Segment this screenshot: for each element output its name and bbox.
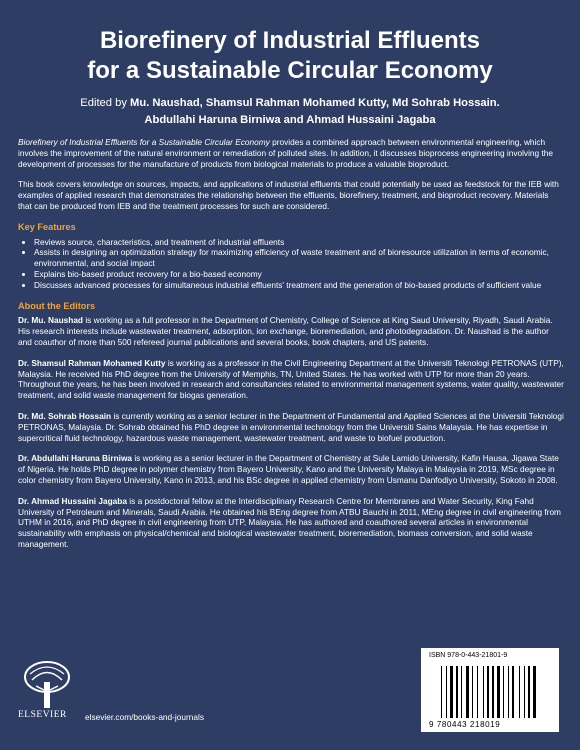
barcode-bar bbox=[472, 666, 473, 718]
publisher-website: elsevier.com/books-and-journals bbox=[85, 712, 204, 722]
key-feature-item: • Explains bio-based product recovery for a bio-based economy bbox=[34, 269, 564, 280]
isbn-barcode bbox=[421, 648, 559, 732]
key-feature-item: • Assists in designing an optimization strategy for maximizing efficiency of waste treatment and of bioresource utilization in terms of economic, environmental, and social impact bbox=[34, 247, 564, 269]
editor-bio-text: is working as a professor in the Civil Engineering Department at the Universiti Teknologi PETRONAS (UTP), Malaysia. He received his PhD degree from the University of Memphis, TN, United States. He has worked with UTP for more than 20 years. Throughout the years, he has been involved in research and consultancies related to environmental management systems, water quality, wastewater treatment, and solid waste management for biogas generation. bbox=[18, 357, 564, 401]
editors-names-line-1: Mu. Naushad, Shamsul Rahman Mohamed Kutty, Md Sohrab Hossain. bbox=[130, 97, 500, 109]
editor-bio-birniwa bbox=[18, 453, 564, 485]
barcode-bar bbox=[512, 666, 514, 718]
intro-paragraph-2: This book covers knowledge on sources, impacts, and applications of industrial effluents that could potentially be used as feedstock for the IEB with examples of applied research that demonstrates the relationship between the effluents, biorefinery, treatment, and bioproduct recovery. Materials that can be produced from IEB and the treatment processes for such are considered. bbox=[18, 179, 559, 211]
elsevier-tree-logo bbox=[22, 660, 72, 708]
editor-name: Dr. Abdullahi Haruna Birniwa bbox=[18, 453, 133, 464]
editor-bio-hossain bbox=[18, 411, 564, 443]
barcode-bar bbox=[519, 666, 520, 718]
intro-book-title: Biorefinery of Industrial Effluents for a Sustainable Circular Economy bbox=[18, 137, 270, 147]
barcode-bar bbox=[446, 666, 447, 718]
key-feature-item: • Reviews source, characteristics, and treatment of industrial effluents bbox=[34, 237, 564, 248]
editor-name: Dr. Ahmad Hussaini Jagaba bbox=[18, 495, 127, 506]
barcode-bar bbox=[477, 666, 478, 718]
editor-bio-text: is working as a senior lecturer in the Department of Chemistry at Sule Lamido University, Kafin Hausa, Jigawa State of Nigeria. He holds PhD degree in polymer chemistry from Bayero University, Kano and the University Malaya in Malaysia in 2019, MSc degree in color chemistry from Bayero University, Kano in 2013, and his BSc degree in applied chemistry from Usmanu Danfodiyo University, Sokoto in 2008. bbox=[18, 453, 559, 485]
key-features-list bbox=[18, 237, 564, 291]
editor-name: Dr. Shamsul Rahman Mohamed Kutty bbox=[18, 357, 166, 368]
editors-credit bbox=[40, 95, 540, 129]
back-cover-text bbox=[18, 137, 564, 560]
barcode-bar bbox=[528, 666, 530, 718]
barcode-bar bbox=[508, 666, 509, 718]
barcode-bar bbox=[450, 666, 453, 718]
barcode-bars bbox=[441, 666, 549, 718]
editors-names-line-2: Abdullahi Haruna Birniwa and Ahmad Hussaini Jagaba bbox=[144, 114, 436, 126]
barcode-bar bbox=[456, 666, 458, 718]
editor-bio-text: is currently working as a senior lecturer in the Department of Fundamental and Applied Sciences at the Universiti Teknologi PETRONAS, Malaysia. Dr. Sohrab obtained his PhD degree in environmental technology from the Universiti Sains Malaysia. He has expertise in supercritical fluid technology, hazardous waste management, wastewater treatment, and waste to biofuel production. bbox=[18, 410, 564, 443]
editor-name: Dr. Md. Sohrab Hossain bbox=[18, 410, 112, 421]
intro-paragraph-1 bbox=[18, 137, 564, 169]
barcode-bar bbox=[466, 666, 469, 718]
about-editors-heading: About the Editors bbox=[18, 300, 96, 311]
barcode-bar bbox=[497, 666, 500, 718]
title-line-2: for a Sustainable Circular Economy bbox=[87, 57, 493, 84]
editor-bio-kutty bbox=[18, 358, 564, 401]
editors-prefix: Edited by bbox=[80, 97, 127, 109]
barcode-bar bbox=[483, 666, 484, 718]
key-features-heading: Key Features bbox=[18, 221, 76, 232]
editor-bio-naushad bbox=[18, 315, 564, 347]
editor-bio-jagaba bbox=[18, 496, 564, 550]
editor-bio-text: is working as a full professor in the Department of Chemistry, College of Science at King Saud University, Riyadh, Saudi Arabia. His research interests include wastewater treatment, adsorption, ion exchange, bioremediation, and photodegradation. Dr. Naushad is the author and coauthor of more than 500 refereed journal publications and several books, book chapters, and US patents. bbox=[18, 315, 553, 347]
barcode-bar bbox=[461, 666, 462, 718]
barcode-bar bbox=[533, 666, 536, 718]
book-title bbox=[20, 26, 560, 86]
barcode-bar bbox=[492, 666, 494, 718]
isbn-text: ISBN 978-0-443-21801-9 bbox=[429, 652, 508, 659]
barcode-bar bbox=[503, 666, 504, 718]
title-line-1: Biorefinery of Industrial Effluents bbox=[99, 27, 481, 54]
publisher-name: ELSEVIER bbox=[18, 710, 67, 720]
editor-name: Dr. Mu. Naushad bbox=[18, 315, 84, 326]
barcode-bar bbox=[441, 666, 442, 718]
barcode-digits: 9 780443 218019 bbox=[429, 720, 501, 729]
editor-bio-text: is a postdoctoral fellow at the Interdisciplinary Research Centre for Membranes and Water Security, King Fahd University of Petroleum and Minerals, Saudi Arabia. He obtained his BEng degree from ATBU Bauchi in 2011, MEng degree in civil engineering from UTHM in 2016, and PhD degree in civil engineering from UTP, Malaysia. He has authored and coauthored several articles in environmental sustainability with emphasis on physical/chemical and biological wastewater treatment, bioremediation, biomass conversion, and solid waste management. bbox=[18, 495, 561, 549]
barcode-bar bbox=[487, 666, 489, 718]
key-feature-item: • Discusses advanced processes for simultaneous industrial effluents' treatment and the generation of bio-based products of sufficient value bbox=[34, 280, 564, 291]
barcode-bar bbox=[524, 666, 525, 718]
intro-paragraph-1-text: provides a combined approach between environmental engineering, which involves the improvement of the natural environment or remediation of polluted sites. In addition, it discusses bioprocess engineering involving the development of processes for the manufacture of products from biological materials to produce a valuable bioproduct. bbox=[18, 137, 553, 169]
